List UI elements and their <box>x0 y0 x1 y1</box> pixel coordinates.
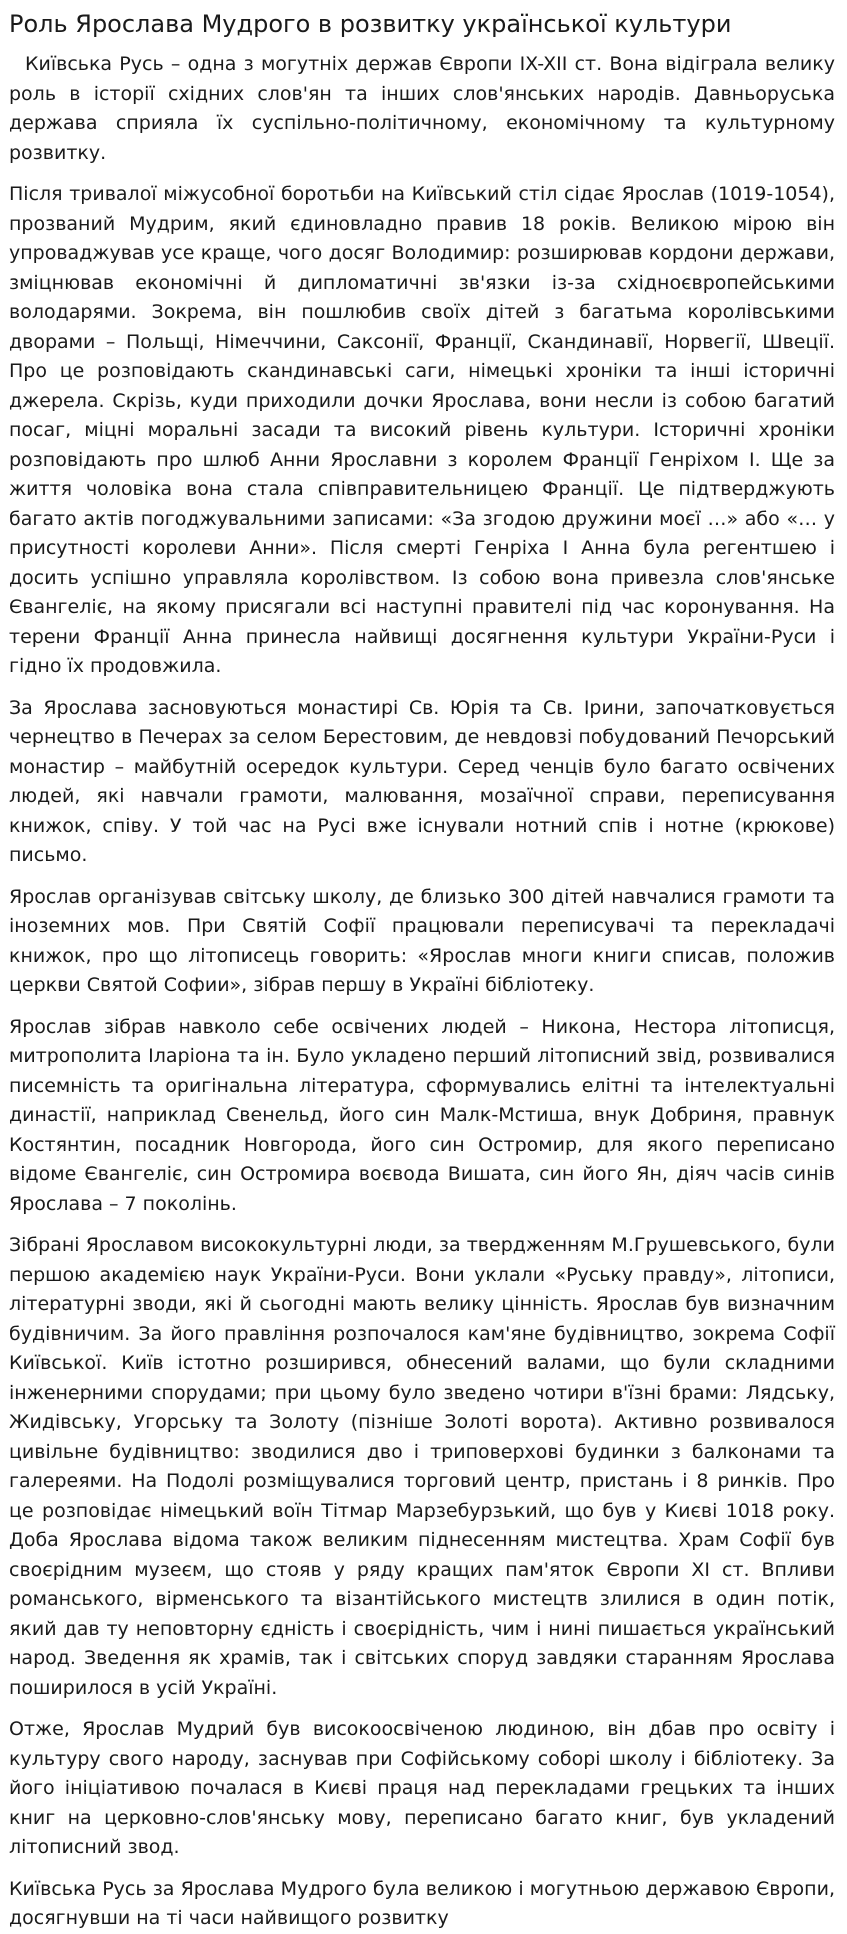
paragraph-intro: Київська Русь – одна з могутніх держав Європи IX-XII ст. Вона відіграла велику роль в історії східних слов'ян та інших слов'янських народів. Давньоруська держава сприяла їх суспільно-політичному, економічному та культурному розвитку. <box>9 53 835 164</box>
paragraph-educated-people: Ярослав зібрав навколо себе освічених людей – Никона, Нестора літописця, митрополита Іларіона та ін. Було укладено перший літописний звід, розвивалися писемність та оригінальна література, сформувались елітні та інтелектуальні династії, наприклад Свенельд, його син Малк-Мстиша, внук Добриня, правнук Костянтин, посадник Новгорода, його син Остромир, для якого переписано відоме Євангеліє, син Остромира воєвода Вишата, син його Ян, діяч часів синів Ярослава – 7 поколінь. <box>9 1015 835 1215</box>
paragraph-construction: Зібрані Ярославом висококультурні люди, за твердженням М.Грушевського, були першою академією наук України-Руси. Вони уклали «Руську правду», літописи, літературні зводи, які й сьогодні мають велику цінність. Ярослав був визначним будівничим. За його правління розпочалося кам'яне будівництво, зокрема Софії Київської. Київ істотно розширився, обнесений валами, що були складними інженерними спорудами; при цьому було зведено чотири в'їзні брами: Лядську, Жидівську, Угорську та Золоту (пізніше Золоті ворота). Активно розвивалося цивільне будівництво: зводилися дво і триповерхові будинки з балконами та галереями. На Подолі розміщувалися торговий центр, пристань і 8 ринків. Про це розповідає німецький воїн Тітмар Марзебурзький, що був у Києві 1018 року. Доба Ярослава відома також великим піднесенням мистецтва. Храм Софії був своєрідним музеєм, що стояв у ряду кращих пам'яток Європи XI ст. Впливи романського, вірменського та візантійського мистецтв злилися в один потік, який дав ту неповторну єдність і своєрідність, чим і нині пишається український народ. Зведення як храмів, так і світських споруд завдяки старанням Ярослава поширилося в усій Україні. <box>9 1234 835 1699</box>
paragraph-monasteries: За Ярослава засновуються монастирі Св. Юрія та Св. Ірини, започатковується чернецтво в Печерах за селом Берестовим, де невдовзі побудований Печорський монастир – майбутній осередок культури. Серед ченців було багато освічених людей, які навчали грамоти, малювання, мозаїчної справи, переписування книжок, співу. У той час на Русі вже існували нотний спів і нотне (крюкове) письмо. <box>9 696 835 866</box>
paragraph-yaroslav-reign: Після тривалої міжусобної боротьби на Київський стіл сідає Ярослав (1019-1054), прозваний Мудрим, який єдиновладно правив 18 років. Великою мірою він упроваджував усе краще, чого досяг Володимир: розширював кордони держави, зміцнював економічні й дипломатичні зв'язки із-за східноєвропейськими володарями. Зокрема, він пошлюбив своїх дітей з багатьма королівськими дворами – Польщі, Німеччини, Саксонії, Франції, Скандинавії, Норвегії, Швеції. Про це розповідають скандинавські саги, німецькі хроніки та інші історичні джерела. Скрізь, куди приходили дочки Ярослава, вони несли із собою багатий посаг, міцні моральні засади та високий рівень культури. Історичні хроніки розповідають про шлюб Анни Ярославни з королем Франції Генріхом І. Ще за життя чоловіка вона стала співправительницею Франції. Це підтверджують багато актів погоджувальними записами: «За згодою дружини моєї …» або «… у присутності королеви Анни». Після смерті Генріха І Анна була регентшею і досить успішно управляла королівством. Із собою вона привезла слов'янське Євангеліє, на якому присягали всі наступні правителі під час коронування. На терени Франції Анна принесла найвищі досягнення культури України-Руси і гідно їх продовжила. <box>9 183 835 677</box>
paragraph-conclusion: Отже, Ярослав Мудрий був високоосвіченою людиною, він дбав про освіту і культуру свого народу, заснував при Софійському соборі школу і бібліотеку. За його ініціативою почалася в Києві праця над перекладами грецьких та інших книг на церковно-слов'янську мову, переписано багато книг, був укладений літописний звод. <box>9 1718 835 1858</box>
page-title: Роль Ярослава Мудрого в розвитку української культури <box>9 10 732 38</box>
paragraph-school: Ярослав організував світську школу, де близько 300 дітей навчалися грамоти та іноземних мов. При Святій Софії працювали переписувачі та перекладачі книжок, про що літописець говорить: «Ярослав многи книги списав, положив церкви Святой Софии», зібрав першу в Україні бібліотеку. <box>9 885 835 996</box>
paragraph-final: Київська Русь за Ярослава Мудрого була великою і могутньою державою Європи, досягнувши на ті часи найвищого розвитку <box>9 1877 835 1929</box>
